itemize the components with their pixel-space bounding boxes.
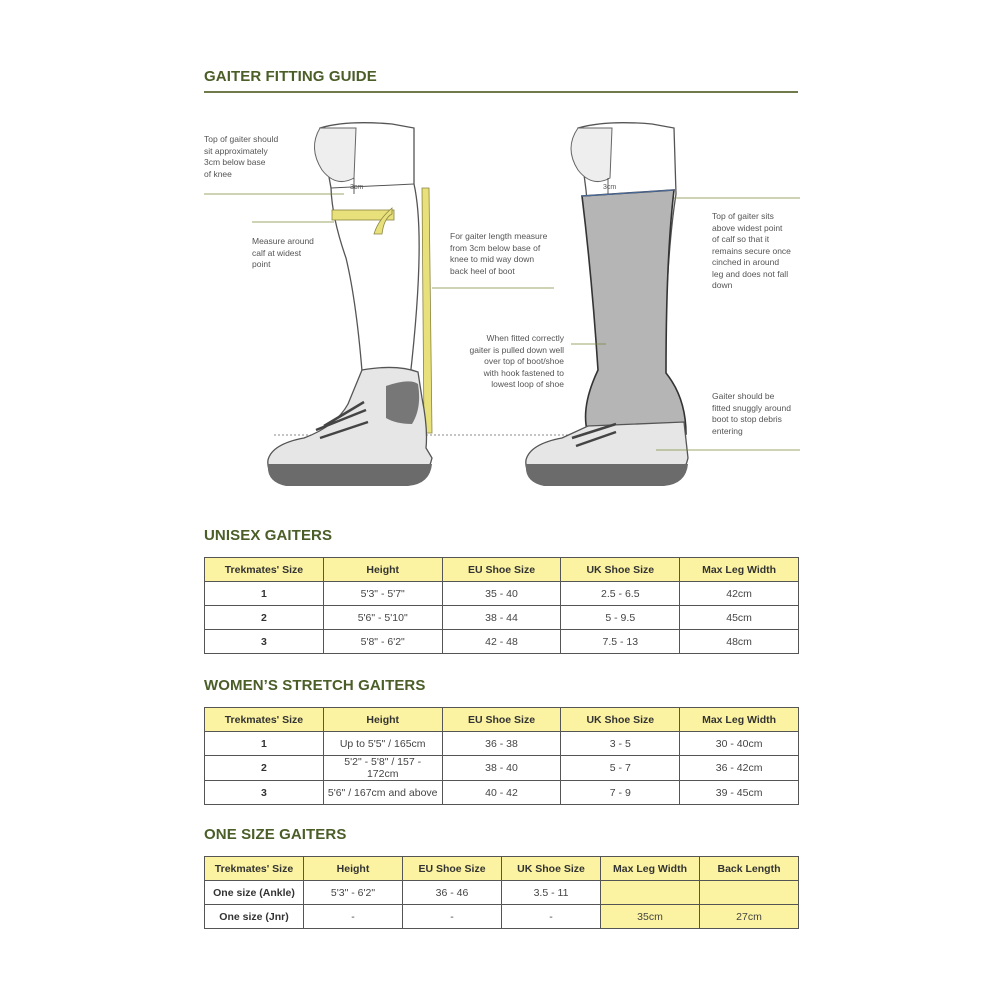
table-cell: 5'3" - 5'7" (323, 582, 442, 606)
column-header: EU Shoe Size (442, 708, 561, 732)
column-header: Max Leg Width (601, 857, 700, 881)
table-cell: 1 (205, 582, 324, 606)
onesize-table (204, 856, 799, 929)
note-top-sits-above: Top of gaiter sits above widest point of calf so that it remains secure once cinched in around leg and does not fall down (712, 211, 791, 290)
column-header: Height (323, 558, 442, 582)
unisex-title: UNISEX GAITERS (204, 527, 333, 544)
column-header: Trekmates' Size (205, 857, 304, 881)
table-cell (700, 881, 799, 905)
unisex-table (204, 557, 799, 654)
table-cell: 48cm (680, 630, 799, 654)
table-row (205, 905, 799, 929)
column-header: Max Leg Width (680, 558, 799, 582)
length-tape (422, 188, 432, 433)
womens-title: WOMEN’S STRETCH GAITERS (204, 677, 426, 694)
table-cell: - (403, 905, 502, 929)
fitting-diagram (196, 108, 806, 500)
table-row (205, 756, 799, 781)
column-header: Trekmates' Size (205, 708, 324, 732)
column-header: Trekmates' Size (205, 558, 324, 582)
table-cell: 5'2" - 5'8" / 157 - 172cm (323, 756, 442, 781)
table-cell: 5'3" - 6'2" (304, 881, 403, 905)
table-cell: 5'8" - 6'2" (323, 630, 442, 654)
column-header: Height (304, 857, 403, 881)
table-cell: 30 - 40cm (680, 732, 799, 756)
table-header-row (205, 558, 799, 582)
table-cell: 45cm (680, 606, 799, 630)
table-row (205, 606, 799, 630)
table-cell: 2 (205, 756, 324, 781)
table-cell: 3 - 5 (561, 732, 680, 756)
table-cell: 2.5 - 6.5 (561, 582, 680, 606)
column-header: Height (323, 708, 442, 732)
table-header-row (205, 708, 799, 732)
table-cell: 7.5 - 13 (561, 630, 680, 654)
column-header: Max Leg Width (680, 708, 799, 732)
table-row (205, 582, 799, 606)
table-cell: 5 - 7 (561, 756, 680, 781)
table-cell: Up to 5'5" / 165cm (323, 732, 442, 756)
column-header: EU Shoe Size (442, 558, 561, 582)
table-cell: - (304, 905, 403, 929)
gaiter-shape (582, 190, 686, 434)
table-row (205, 781, 799, 805)
table-cell: 27cm (700, 905, 799, 929)
note-gaiter-length: For gaiter length measure from 3cm below base of knee to mid way down back heel of boot (450, 231, 548, 276)
marker-3cm-left: 3cm (350, 184, 364, 191)
table-cell: 36 - 42cm (680, 756, 799, 781)
column-header: UK Shoe Size (561, 558, 680, 582)
right-leg-illustration (526, 123, 688, 486)
note-fitted-snuggly: Gaiter should be fitted snuggly around boot to stop debris entering (712, 391, 791, 436)
table-cell: 38 - 44 (442, 606, 561, 630)
table-row (205, 630, 799, 654)
table-cell: 2 (205, 606, 324, 630)
table-cell: 5'6" - 5'10" (323, 606, 442, 630)
page-title: GAITER FITTING GUIDE (204, 68, 377, 85)
onesize-title: ONE SIZE GAITERS (204, 826, 347, 843)
table-cell: 1 (205, 732, 324, 756)
table-cell: 39 - 45cm (680, 781, 799, 805)
table-cell: 35 - 40 (442, 582, 561, 606)
note-measure-calf: Measure around calf at widest point (252, 236, 314, 269)
table-cell: 7 - 9 (561, 781, 680, 805)
table-cell: 42cm (680, 582, 799, 606)
table-row (205, 881, 799, 905)
column-header: UK Shoe Size (561, 708, 680, 732)
note-fitted-correctly: When fitted correctly gaiter is pulled down well over top of boot/shoe with hook fastened to lowest loop of shoe (469, 333, 564, 389)
column-header: Back Length (700, 857, 799, 881)
column-header: UK Shoe Size (502, 857, 601, 881)
fitting-illustration (196, 108, 806, 500)
table-cell: 42 - 48 (442, 630, 561, 654)
table-cell: One size (Ankle) (205, 881, 304, 905)
table-cell: 3 (205, 781, 324, 805)
table-cell: 36 - 38 (442, 732, 561, 756)
table-cell: 40 - 42 (442, 781, 561, 805)
table-cell: 36 - 46 (403, 881, 502, 905)
table-cell: One size (Jnr) (205, 905, 304, 929)
table-cell: 3 (205, 630, 324, 654)
table-cell: 38 - 40 (442, 756, 561, 781)
table-cell: 35cm (601, 905, 700, 929)
table-row (205, 732, 799, 756)
table-header-row (205, 857, 799, 881)
title-divider (204, 91, 798, 93)
column-header: EU Shoe Size (403, 857, 502, 881)
table-cell: 3.5 - 11 (502, 881, 601, 905)
womens-table (204, 707, 799, 805)
table-cell (601, 881, 700, 905)
left-leg-illustration (268, 123, 432, 486)
note-top-of-gaiter: Top of gaiter should sit approximately 3cm below base of knee (204, 134, 279, 179)
marker-3cm-right: 3cm (603, 184, 617, 191)
table-cell: - (502, 905, 601, 929)
table-cell: 5 - 9.5 (561, 606, 680, 630)
table-cell: 5'6" / 167cm and above (323, 781, 442, 805)
